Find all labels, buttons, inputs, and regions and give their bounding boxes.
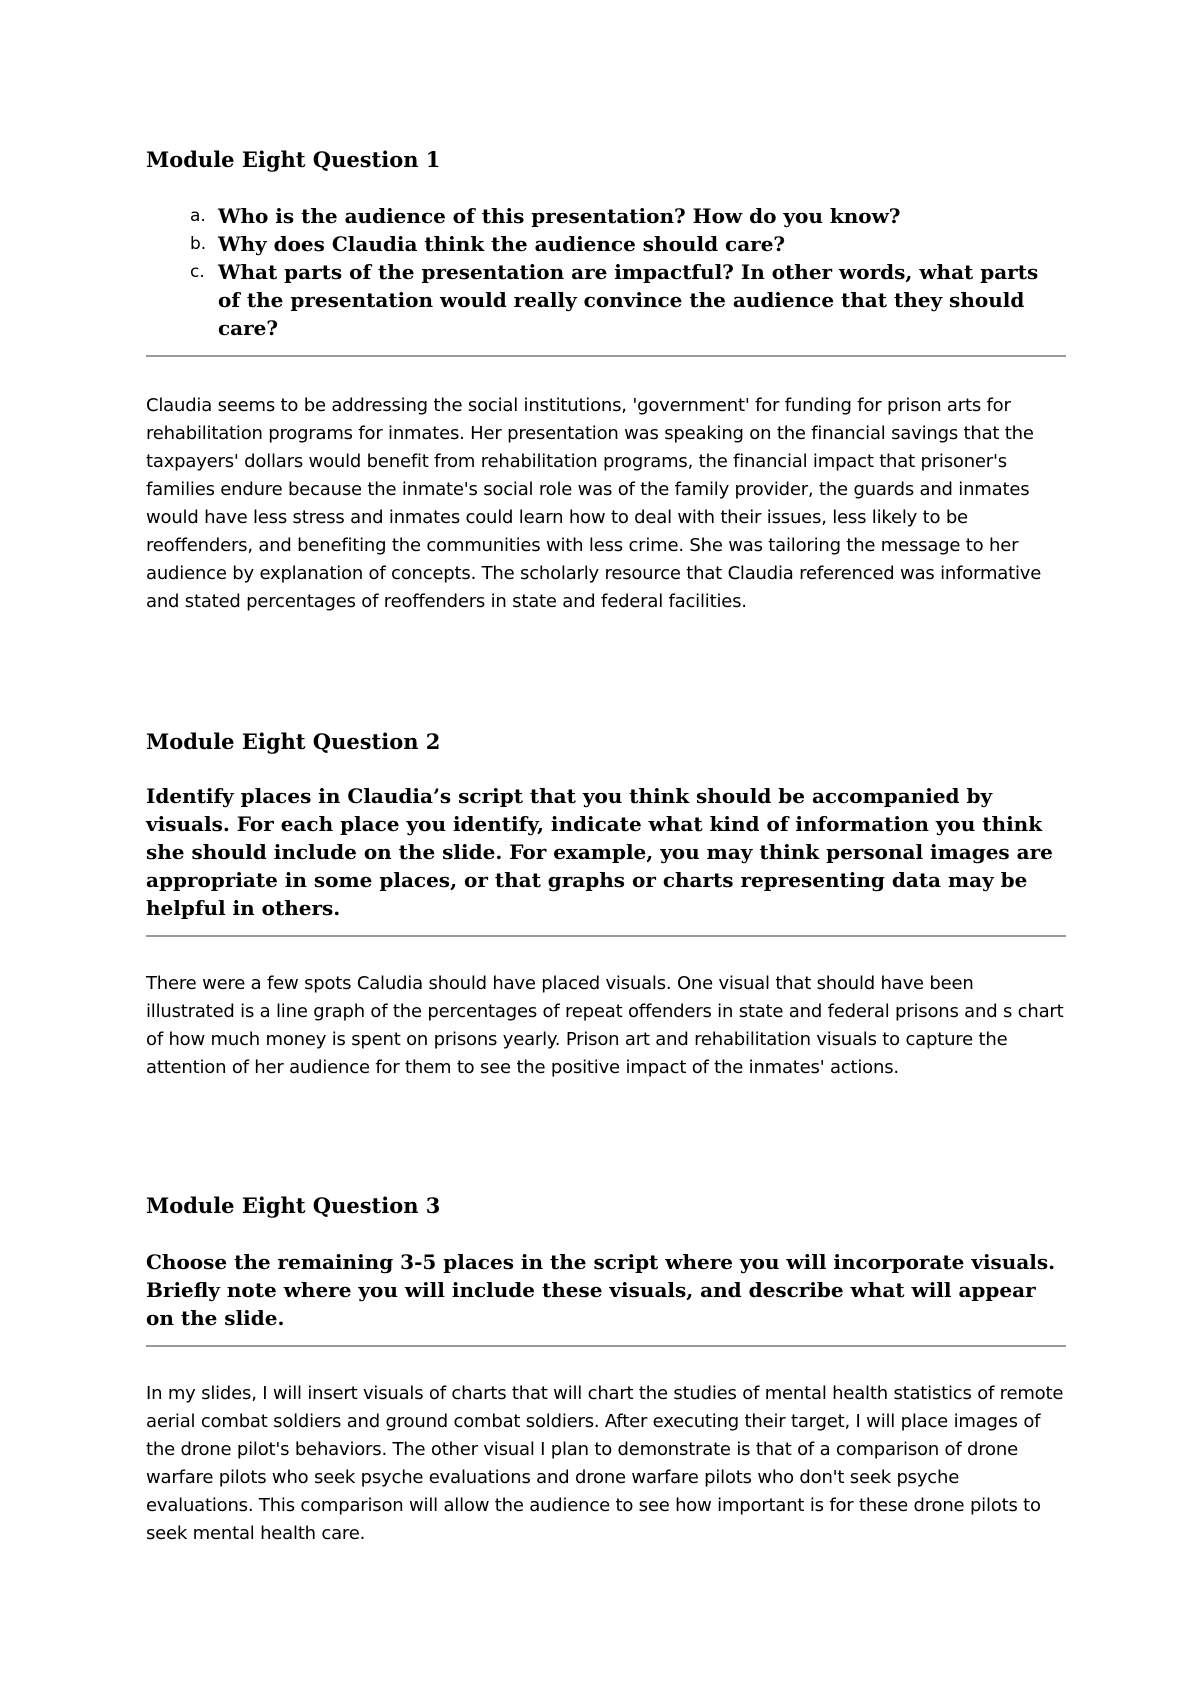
q2-heading: Module Eight Question 2 xyxy=(146,729,441,754)
q1-item-b xyxy=(146,230,1066,258)
q3-answer: In my slides, I will insert visuals of charts that will chart the studies of mental health statistics of remote aerial combat soldiers and ground combat soldiers. After executing their target, I will place images of the drone pilot's behaviors. The other visual I plan to demonstrate is that of a comparison of drone warfare pilots who seek psyche evaluations and drone warfare pilots who don't seek psyche evaluations. This comparison will allow the audience to see how important is for these drone pilots to seek mental health care. xyxy=(146,1383,1064,1544)
q3-divider xyxy=(146,1345,1066,1347)
q1-question-list xyxy=(146,202,1066,342)
q1-item-a-text: Who is the audience of this presentation? How do you know? xyxy=(218,204,901,228)
q1-heading: Module Eight Question 1 xyxy=(146,147,441,172)
q1-divider xyxy=(146,355,1066,357)
q1-item-a-marker: a. xyxy=(190,206,206,226)
q1-item-c-text: What parts of the presentation are impactful? In other words, what parts of the presentation would really convince the audience that they should care? xyxy=(218,260,1039,340)
q1-item-b-marker: b. xyxy=(190,234,207,254)
q1-item-a xyxy=(146,202,1066,230)
q1-item-c-marker: c. xyxy=(190,262,205,282)
q3-prompt: Choose the remaining 3-5 places in the script where you will incorporate visuals. Briefly note where you will include these visuals, and describe what will appear on the slide. xyxy=(146,1250,1056,1330)
q1-item-c xyxy=(146,258,1066,342)
q3-heading: Module Eight Question 3 xyxy=(146,1193,441,1218)
q1-item-b-text: Why does Claudia think the audience should care? xyxy=(218,232,786,256)
q2-divider xyxy=(146,935,1066,937)
q2-prompt: Identify places in Claudia’s script that you think should be accompanied by visuals. For each place you identify, indicate what kind of information you think she should include on the slide. For example, you may think personal images are appropriate in some places, or that graphs or charts representing data may be helpful in others. xyxy=(146,784,1053,920)
q1-answer: Claudia seems to be addressing the social institutions, 'government' for funding for prison arts for rehabilitation programs for inmates. Her presentation was speaking on the financial savings that the taxpayers' dollars would benefit from rehabilitation programs, the financial impact that prisoner's families endure because the inmate's social role was of the family provider, the guards and inmates would have less stress and inmates could learn how to deal with their issues, less likely to be reoffenders, and benefiting the communities with less crime. She was tailoring the message to her audience by explanation of concepts. The scholarly resource that Claudia referenced was informative and stated percentages of reoffenders in state and federal facilities. xyxy=(146,395,1042,612)
q2-answer: There were a few spots Caludia should have placed visuals. One visual that should have been illustrated is a line graph of the percentages of repeat offenders in state and federal prisons and s chart of how much money is spent on prisons yearly. Prison art and rehabilitation visuals to capture the attention of her audience for them to see the positive impact of the inmates' actions. xyxy=(146,973,1064,1078)
